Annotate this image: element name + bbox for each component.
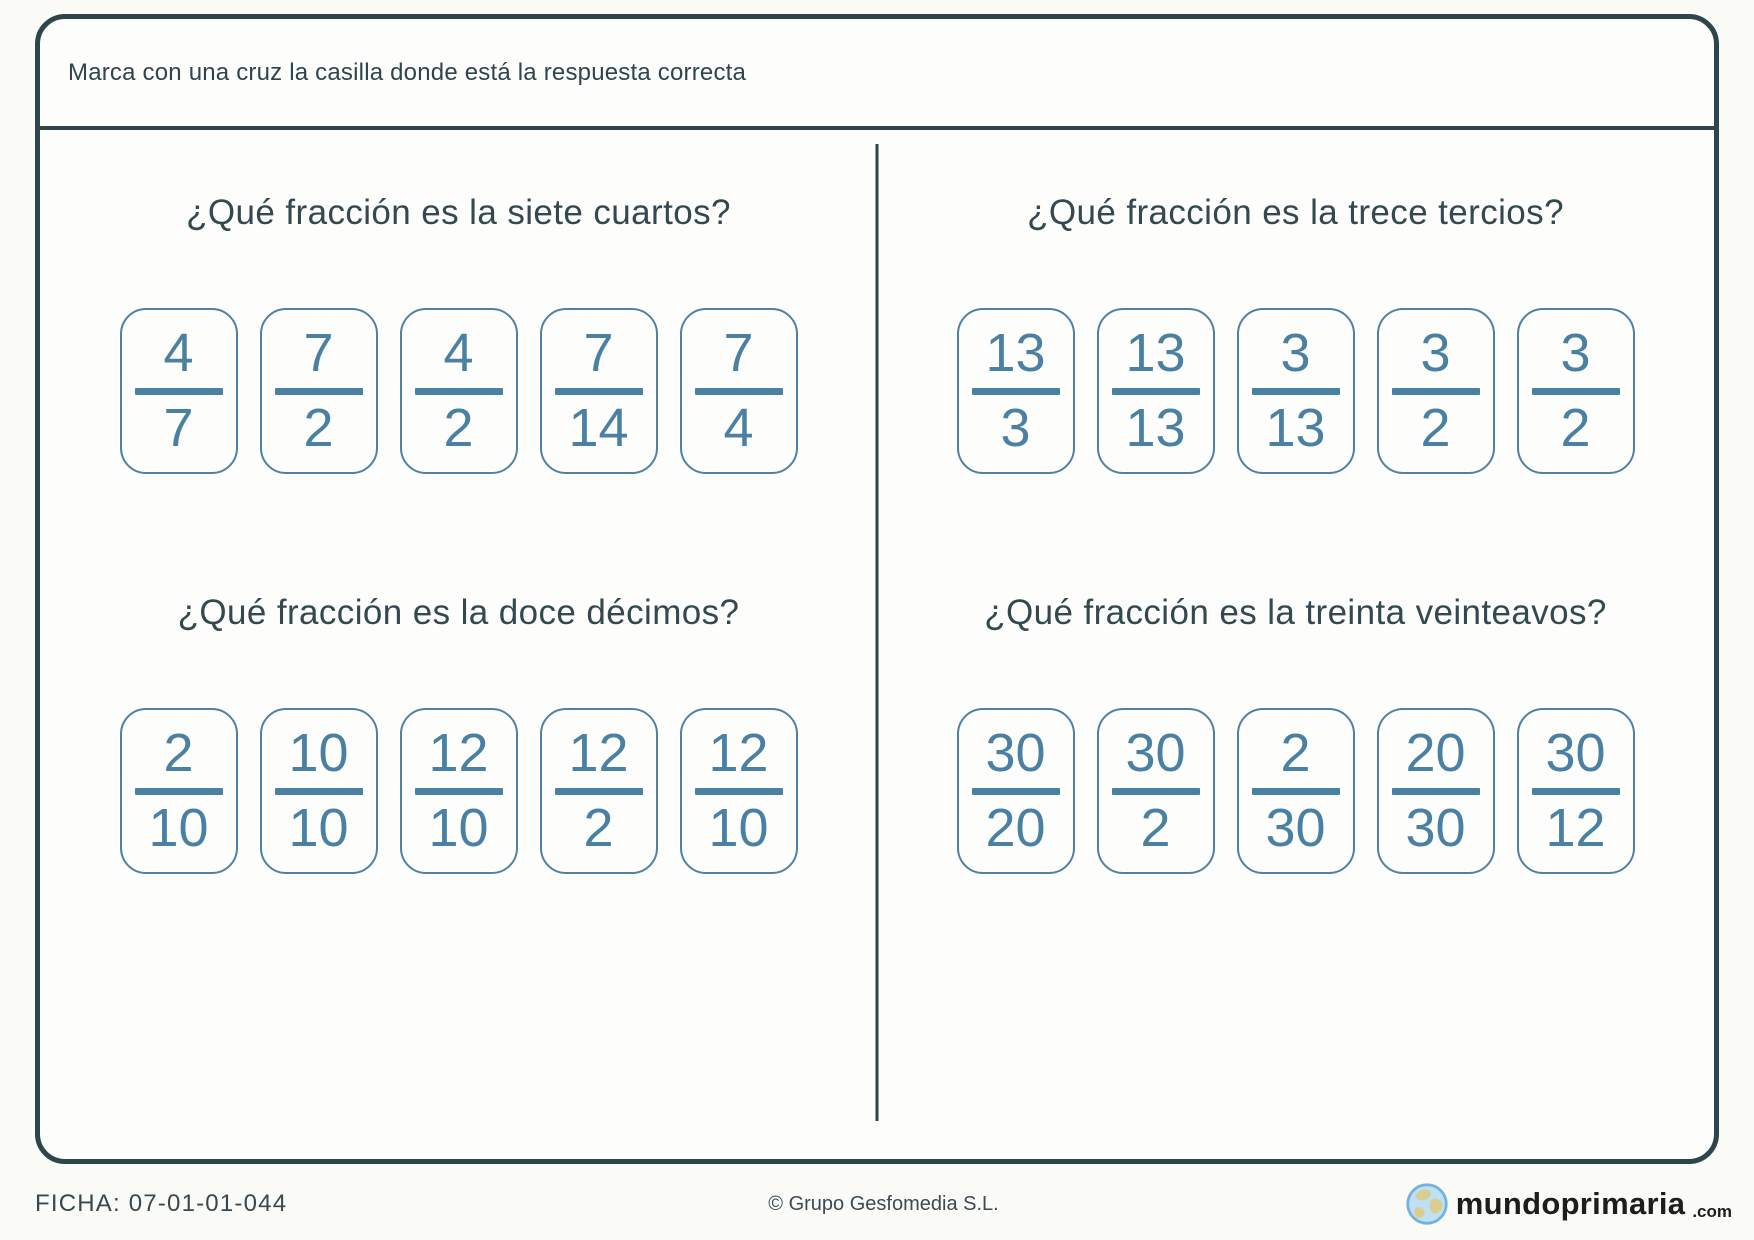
fraction-numerator: 7 (723, 323, 754, 384)
fraction-bar (555, 788, 643, 795)
question-block-3 (40, 592, 877, 874)
fraction-bar (1112, 788, 1200, 795)
fraction-numerator: 13 (1125, 323, 1186, 384)
answer-row (40, 308, 877, 474)
fraction-card[interactable] (260, 308, 378, 474)
fraction-numerator: 12 (708, 723, 769, 784)
fraction-card[interactable] (957, 308, 1075, 474)
fraction-numerator: 3 (1560, 323, 1591, 384)
question-title: ¿Qué fracción es la siete cuartos? (186, 193, 731, 232)
fraction-denominator: 2 (1140, 797, 1171, 858)
fraction-numerator: 7 (303, 323, 334, 384)
question-block-4 (877, 592, 1714, 874)
fraction-bar (415, 788, 503, 795)
fraction-numerator: 4 (443, 323, 474, 384)
fraction-denominator: 7 (163, 397, 194, 458)
fraction-numerator: 3 (1280, 323, 1311, 384)
fraction-bar (1252, 788, 1340, 795)
fraction-bar (415, 388, 503, 395)
fraction-card[interactable] (120, 308, 238, 474)
fraction-denominator: 2 (1420, 397, 1451, 458)
fraction-card[interactable] (540, 308, 658, 474)
fraction-denominator: 10 (288, 797, 349, 858)
fraction-bar (275, 788, 363, 795)
fraction-bar (695, 788, 783, 795)
globe-icon (1405, 1182, 1449, 1226)
fraction-denominator: 2 (443, 397, 474, 458)
fraction-card[interactable] (1237, 308, 1355, 474)
column-divider (876, 144, 879, 1121)
brand-name: mundoprimaria (1455, 1186, 1686, 1221)
fraction-numerator: 10 (288, 723, 349, 784)
fraction-numerator: 3 (1420, 323, 1451, 384)
right-column (877, 130, 1714, 1155)
fraction-bar (1392, 388, 1480, 395)
fraction-numerator: 2 (163, 723, 194, 784)
fraction-bar (972, 388, 1060, 395)
fraction-denominator: 4 (723, 397, 754, 458)
fraction-denominator: 13 (1125, 397, 1186, 458)
brand-logo (1405, 1182, 1732, 1226)
fraction-denominator: 3 (1000, 397, 1031, 458)
fraction-bar (1392, 788, 1480, 795)
fraction-card[interactable] (120, 708, 238, 874)
question-block-1 (40, 192, 877, 474)
fraction-bar (972, 788, 1060, 795)
fraction-card[interactable] (1237, 708, 1355, 874)
fraction-numerator: 20 (1405, 723, 1466, 784)
worksheet-frame (35, 14, 1719, 1164)
question-title: ¿Qué fracción es la treinta veinteavos? (984, 593, 1607, 632)
question-title: ¿Qué fracción es la trece tercios? (1027, 193, 1564, 232)
instruction-banner (40, 19, 1714, 130)
fraction-bar (1532, 788, 1620, 795)
worksheet-content (40, 130, 1714, 1155)
fraction-card[interactable] (680, 308, 798, 474)
answer-row (877, 708, 1714, 874)
left-column (40, 130, 877, 1155)
fraction-card[interactable] (1517, 708, 1635, 874)
fraction-denominator: 2 (303, 397, 334, 458)
fraction-card[interactable] (680, 708, 798, 874)
fraction-bar (695, 388, 783, 395)
fraction-bar (1112, 388, 1200, 395)
fraction-numerator: 7 (583, 323, 614, 384)
fraction-denominator: 10 (708, 797, 769, 858)
fraction-numerator: 12 (428, 723, 489, 784)
fraction-card[interactable] (260, 708, 378, 874)
fraction-numerator: 12 (568, 723, 629, 784)
fraction-bar (135, 788, 223, 795)
fraction-bar (1252, 388, 1340, 395)
answer-row (40, 708, 877, 874)
fraction-bar (275, 388, 363, 395)
fraction-denominator: 30 (1265, 797, 1326, 858)
fraction-denominator: 30 (1405, 797, 1466, 858)
question-block-2 (877, 192, 1714, 474)
answer-row (877, 308, 1714, 474)
fraction-denominator: 12 (1545, 797, 1606, 858)
fraction-card[interactable] (1097, 308, 1215, 474)
footer (35, 1178, 1732, 1230)
fraction-denominator: 20 (985, 797, 1046, 858)
fraction-card[interactable] (1097, 708, 1215, 874)
fraction-denominator: 2 (1560, 397, 1591, 458)
fraction-numerator: 30 (985, 723, 1046, 784)
fraction-denominator: 14 (568, 397, 629, 458)
fraction-numerator: 2 (1280, 723, 1311, 784)
fraction-card[interactable] (400, 708, 518, 874)
ficha-code: FICHA: 07-01-01-044 (35, 1190, 288, 1217)
fraction-card[interactable] (1377, 708, 1495, 874)
fraction-denominator: 10 (148, 797, 209, 858)
copyright-text: © Grupo Gesfomedia S.L. (768, 1192, 999, 1215)
fraction-numerator: 30 (1125, 723, 1186, 784)
fraction-denominator: 2 (583, 797, 614, 858)
fraction-bar (135, 388, 223, 395)
fraction-bar (1532, 388, 1620, 395)
fraction-numerator: 30 (1545, 723, 1606, 784)
fraction-numerator: 4 (163, 323, 194, 384)
fraction-denominator: 13 (1265, 397, 1326, 458)
fraction-denominator: 10 (428, 797, 489, 858)
fraction-card[interactable] (957, 708, 1075, 874)
fraction-card[interactable] (1517, 308, 1635, 474)
fraction-card[interactable] (1377, 308, 1495, 474)
instruction-text: Marca con una cruz la casilla donde está la respuesta correcta (68, 58, 747, 86)
fraction-card[interactable] (400, 308, 518, 474)
fraction-card[interactable] (540, 708, 658, 874)
brand-tld: .com (1692, 1202, 1732, 1221)
fraction-bar (555, 388, 643, 395)
fraction-numerator: 13 (985, 323, 1046, 384)
question-title: ¿Qué fracción es la doce décimos? (177, 593, 740, 632)
